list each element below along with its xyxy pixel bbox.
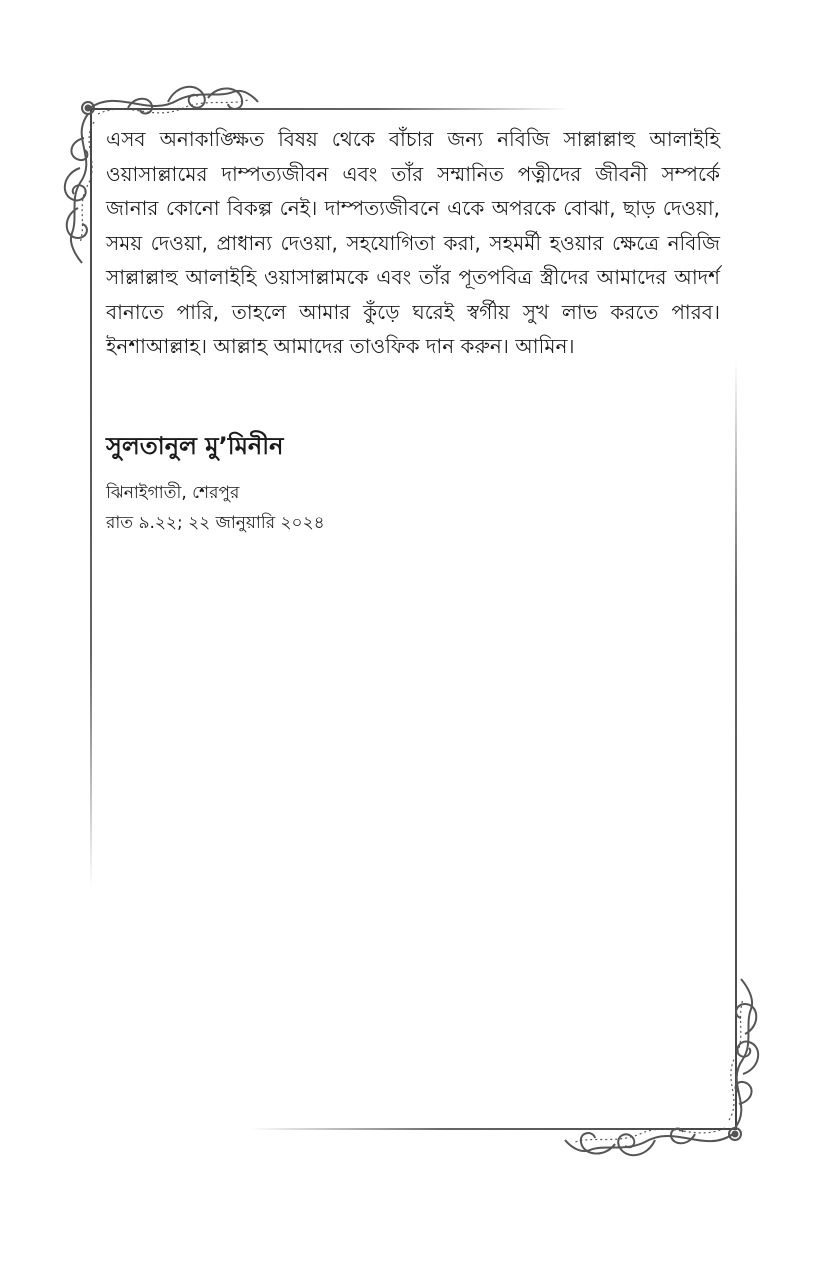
floral-corner-ornament-bottom-right-icon (555, 950, 765, 1165)
author-place: ঝিনাইগাতী, শেরপুর (106, 483, 240, 503)
author-name: সুলতানুল মু’মিনীন (106, 432, 284, 460)
page-body (106, 122, 720, 364)
signature-date: রাত ৯.২২; ২২ জানুয়ারি ২০২৪ (106, 513, 325, 533)
signature-block (106, 428, 325, 538)
body-paragraph: এসব অনাকাঙ্ক্ষিত বিষয় থেকে বাঁচার জন্য নবিজি সাল্লাল্লাহু আলাইহি ওয়াসাল্লামের দাম্পত্যজীবন এবং তাঁর সম্মানিত পত্নীদের জীবনী সম্পর্কে জানার কোনো বিকল্প নেই। দাম্পত্যজীবনে একে অপরকে বোঝা, ছাড় দেওয়া, সময় দেওয়া, প্রাধান্য দেওয়া, সহযোগিতা করা, সহমর্মী হওয়ার ক্ষেত্রে নবিজি সাল্লাল্লাহু আলাইহি ওয়াসাল্লামকে এবং তাঁর পূতপবিত্র স্ত্রীদের আমাদের আদর্শ বানাতে পারি, তাহলে আমার কুঁড়ে ঘরেই স্বর্গীয় সুখ লাভ করতে পারব। ইনশাআল্লাহ। আল্লাহ আমাদের তাওফিক দান করুন। আমিন। (106, 127, 720, 358)
